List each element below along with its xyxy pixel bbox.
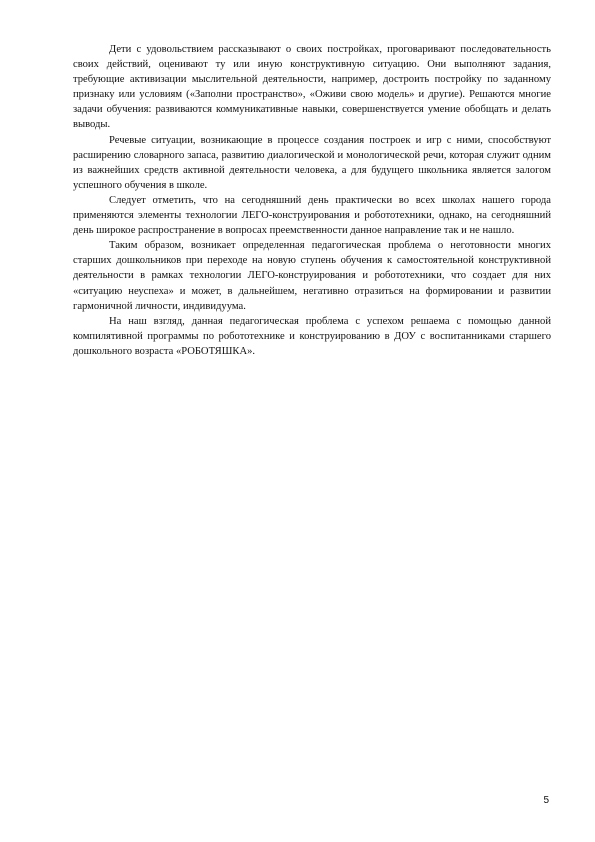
paragraph: Дети с удовольствием рассказывают о своих постройках, проговаривают последовательность своих действий, оценивают ту или иную конструктивную ситуацию. Они выполняют задания, требующие активизации мыслительной деятельности, например, достроить постройку по заданному признаку или условиям («Заполни пространство», «Оживи свою модель» и другие). Решаются многие задачи обучения: развиваются коммуникативные навыки, совершенствуется умение обобщать и делать выводы. xyxy=(73,44,551,131)
paragraph: На наш взгляд, данная педагогическая проблема с успехом решаема с помощью данной компилятивной программы по робототехнике и конструированию в ДОУ с воспитанниками старшего дошкольного возраста «РОБОТЯШКА». xyxy=(73,315,551,357)
body-text xyxy=(73,42,551,359)
paragraph: Речевые ситуации, возникающие в процессе создания построек и игр с ними, способствуют расширению словарного запаса, развитию диалогической и монологической речи, которая служит одним из важнейших средств активной деятельности человека, а для будущего школьника является залогом успешного обучения в школе. xyxy=(73,134,551,191)
paragraph: Следует отметить, что на сегодняшний день практически во всех школах нашего города применяются элементы технологии ЛЕГО-конструирования и робототехники, однако, на сегодняшний день широкое распространение в вопросах преемственности данное направление так и не нашло. xyxy=(73,194,551,237)
page-number: 5 xyxy=(543,795,549,806)
paragraph: Таким образом, возникает определенная педагогическая проблема о неготовности многих старших дошкольников при переходе на новую ступень обучения к самостоятельной конструктивной деятельности в рамках технологии ЛЕГО-конструирования и робототехники, что создает для них «ситуацию неуспеха» и может, в дальнейшем, негативно отразиться на формировании и развитии гармоничной личности, индивидуума. xyxy=(73,240,551,312)
